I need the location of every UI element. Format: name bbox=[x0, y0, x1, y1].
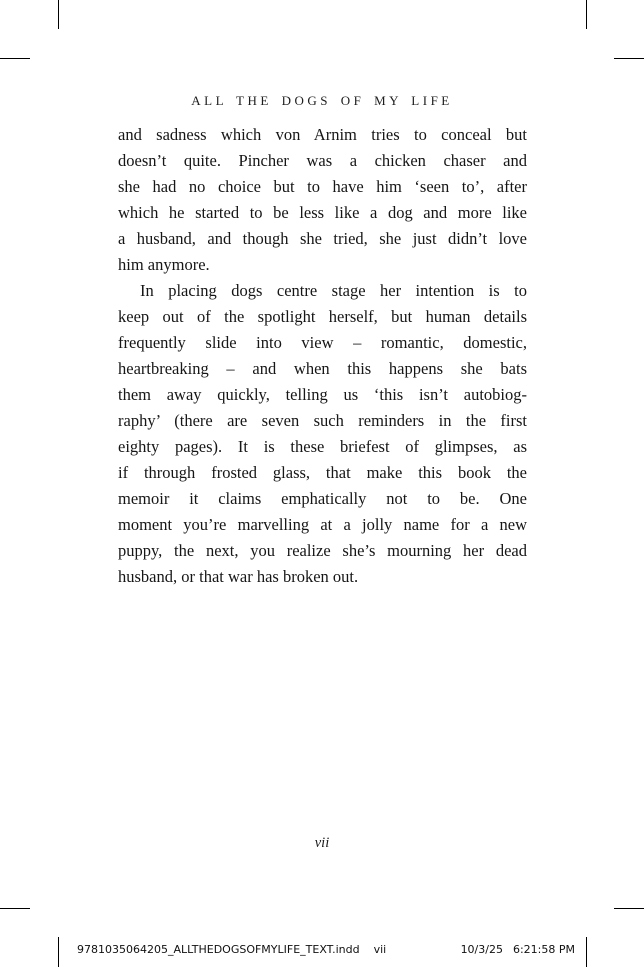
text-line: frequently slide into view – romantic, domestic, bbox=[118, 333, 527, 352]
text-line: she had no choice but to have him ‘seen to’, after bbox=[118, 177, 527, 196]
text-line: moment you’re marvelling at a jolly name for a new bbox=[118, 515, 527, 534]
slug-date: 10/3/25 bbox=[460, 943, 503, 956]
text-line-paragraph-end: husband, or that war has broken out. bbox=[118, 567, 359, 586]
slug-file-name: 9781035064205_ALLTHEDOGSOFMYLIFE_TEXT.indd bbox=[77, 943, 360, 956]
text-line-paragraph-end: him anymore. bbox=[118, 255, 210, 274]
text-line: memoir it claims emphatically not to be. One bbox=[118, 489, 527, 508]
text-line: a husband, and though she tried, she just didn’t love bbox=[118, 229, 527, 248]
text-line: and sadness which von Arnim tries to conceal but bbox=[118, 125, 527, 144]
text-line: eighty pages). It is these briefest of glimpses, as bbox=[118, 437, 527, 456]
text-line: raphy’ (there are seven such reminders in the first bbox=[118, 411, 527, 430]
crop-mark-top-right-vertical bbox=[586, 0, 587, 29]
crop-mark-bottom-left-horizontal bbox=[0, 908, 30, 909]
crop-mark-bottom-right-vertical bbox=[586, 937, 587, 967]
text-line: puppy, the next, you realize she’s mourning her dead bbox=[118, 541, 527, 560]
crop-mark-top-right-horizontal bbox=[614, 58, 644, 59]
body-text-block bbox=[118, 122, 527, 590]
page-number: vii bbox=[314, 835, 330, 851]
crop-mark-top-left-vertical bbox=[58, 0, 59, 29]
crop-mark-top-left-horizontal bbox=[0, 58, 30, 59]
crop-mark-bottom-right-horizontal bbox=[614, 908, 644, 909]
slug-file-info bbox=[77, 943, 386, 956]
text-line: them away quickly, telling us ‘this isn’t autobiog- bbox=[118, 385, 527, 404]
text-line: heartbreaking – and when this happens she bats bbox=[118, 359, 527, 378]
slug-time: 6:21:58 PM bbox=[512, 943, 575, 956]
slug-line bbox=[77, 943, 575, 956]
text-line-paragraph-start: In placing dogs centre stage her intention is to bbox=[140, 281, 527, 300]
running-header: ALL THE DOGS OF MY LIFE bbox=[191, 93, 453, 108]
slug-page-ref: vii bbox=[373, 943, 387, 956]
slug-timestamp bbox=[461, 943, 575, 956]
text-line: which he started to be less like a dog and more like bbox=[118, 203, 527, 222]
crop-mark-bottom-left-vertical bbox=[58, 937, 59, 967]
text-line: doesn’t quite. Pincher was a chicken chaser and bbox=[118, 151, 527, 170]
text-line: keep out of the spotlight herself, but human details bbox=[118, 307, 527, 326]
text-line: if through frosted glass, that make this book the bbox=[118, 463, 527, 482]
